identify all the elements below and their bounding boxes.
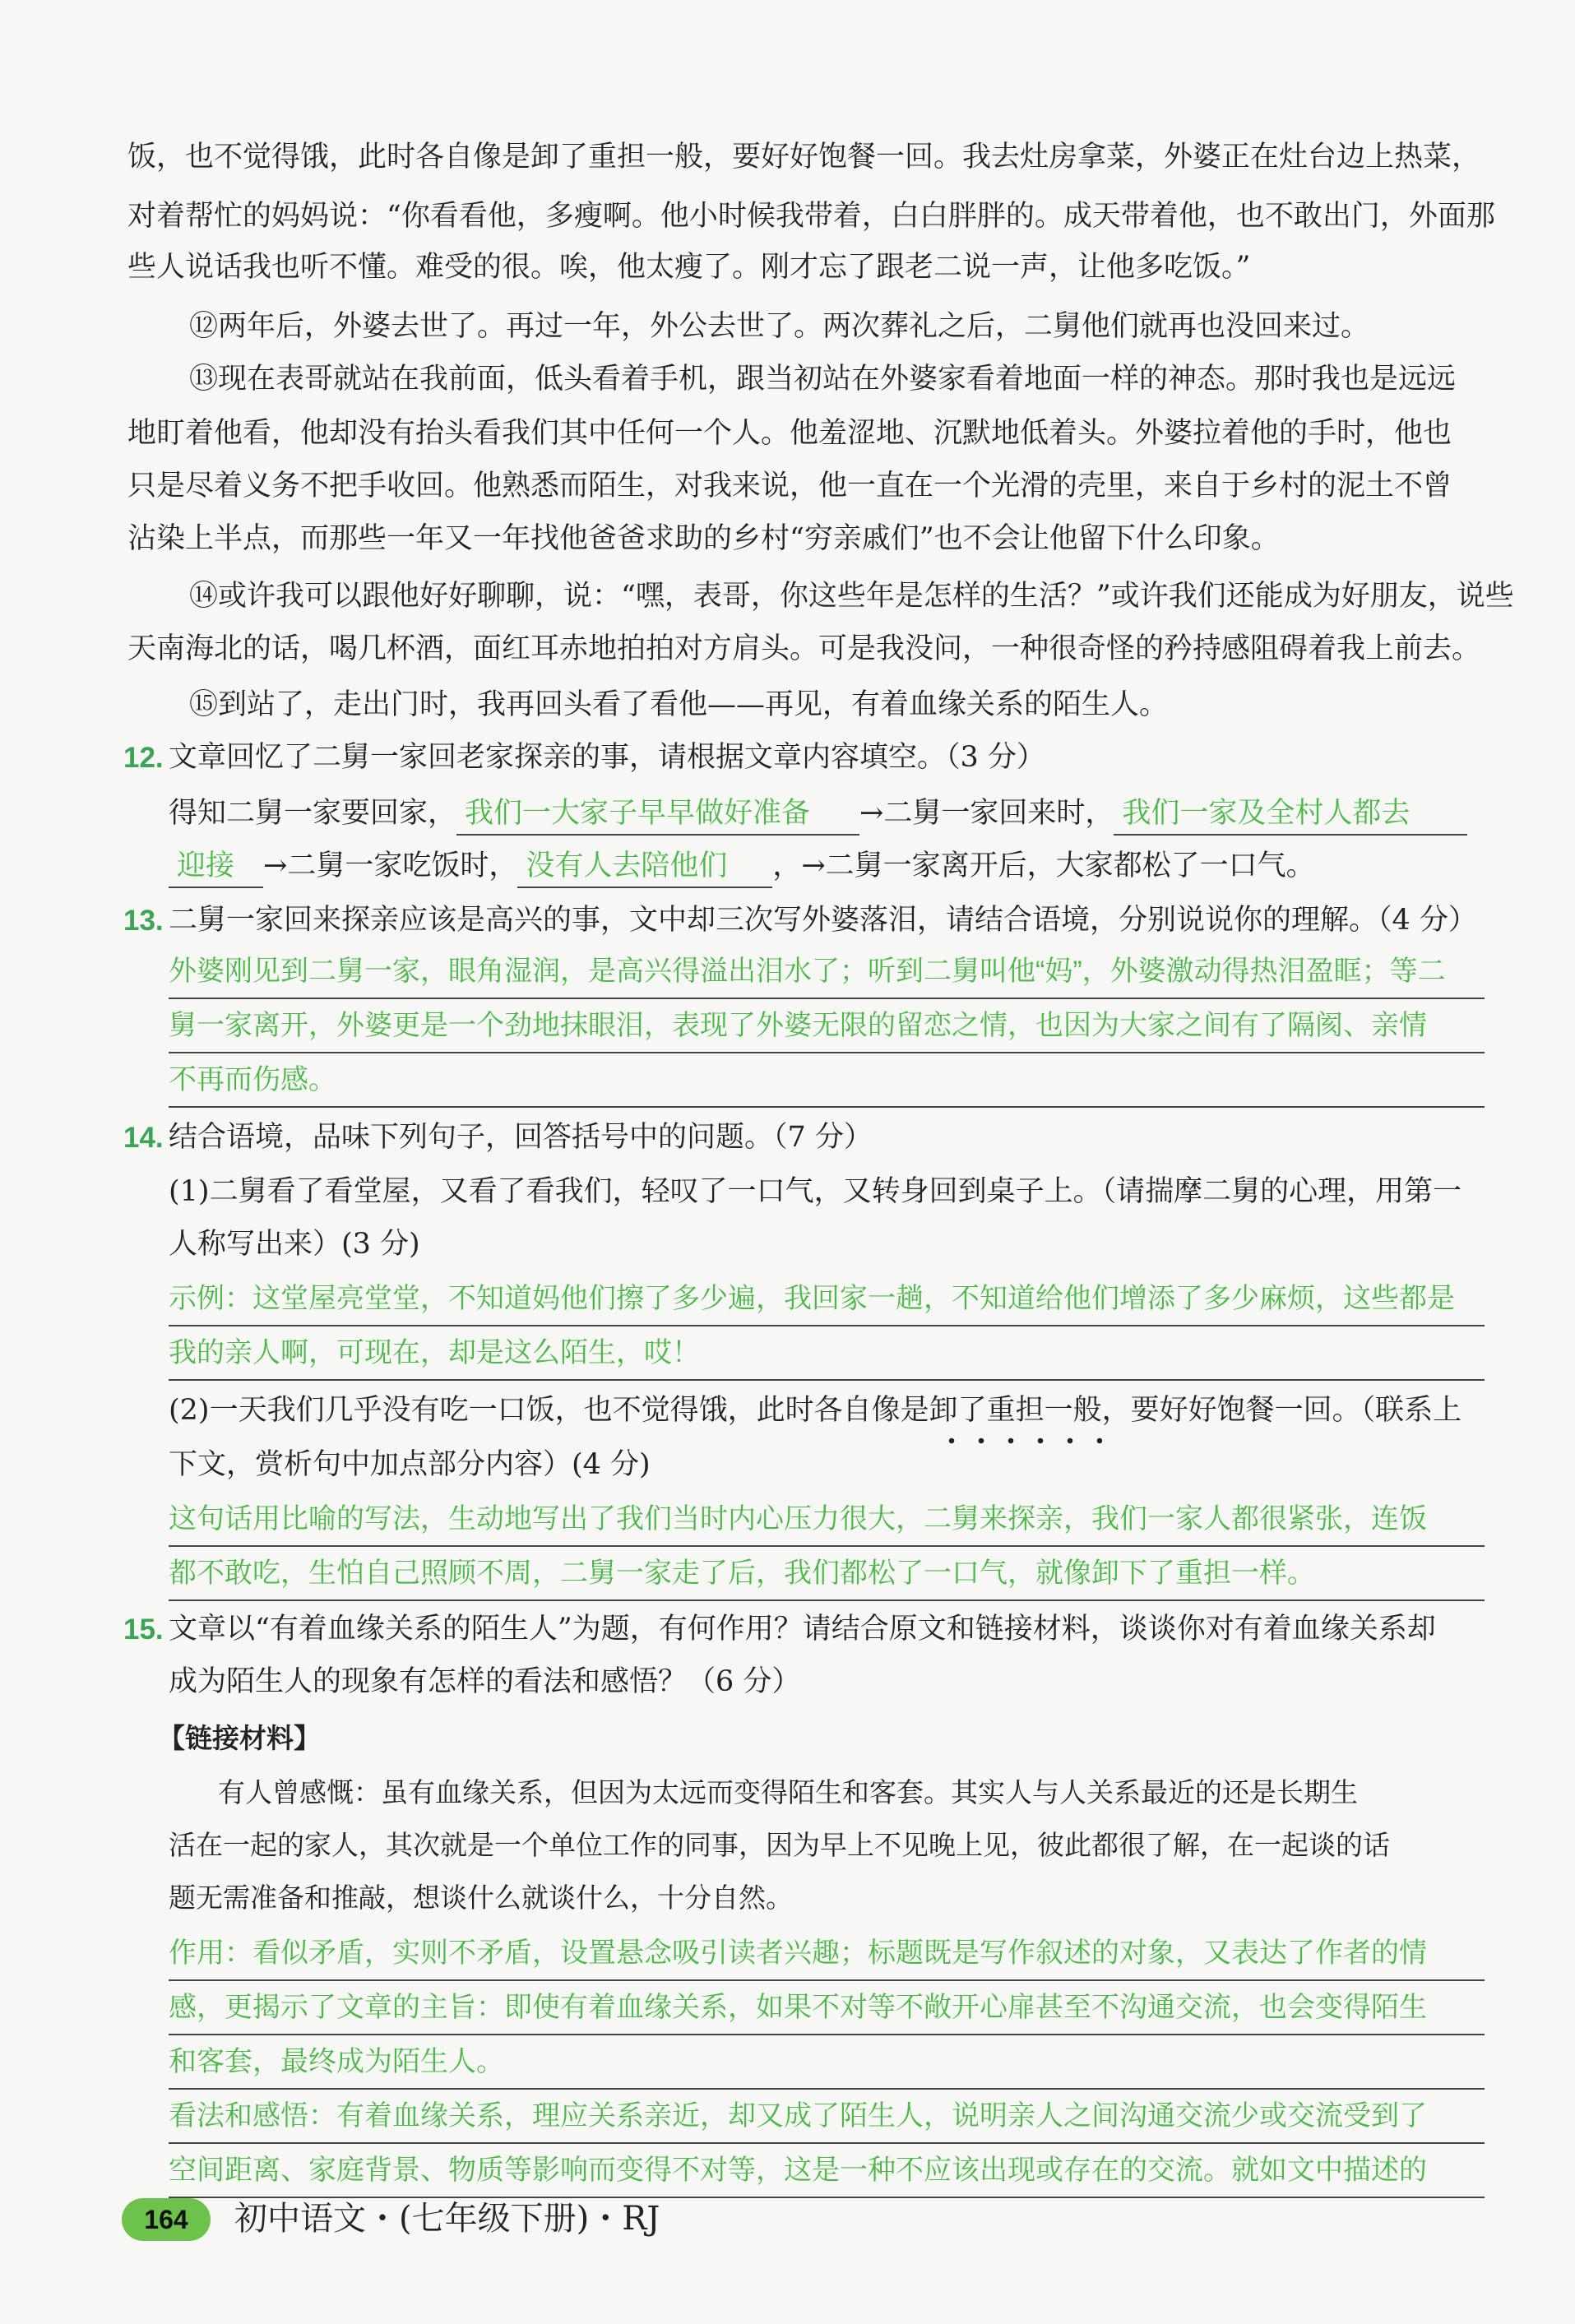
- passage-line: [127, 132, 1485, 183]
- question-text: 文章以“有着血缘关系的陌生人”为题，有何作用？请结合原文和链接材料，谈谈你对有着血缘关系却: [169, 1613, 1436, 1646]
- q15-answer-line: 空间距离、家庭背景、物质等影响而变得不对等，这是一种不应该出现或存在的交流。就如文中描述的: [169, 2145, 1485, 2198]
- passage-line: 对着帮忙的妈妈说：“你看看他，多瘦啊。他小时候我带着，白白胖胖的。成天带着他，也不敢出门，外面那: [127, 200, 1495, 233]
- question-14: [123, 1112, 1489, 1164]
- q14-text: (2)一天我们几乎没有吃一口饭，也不觉得饿，此时各自像是: [169, 1394, 929, 1427]
- q12-text: ，→二舅一家离开后，大家都松了一口气。: [772, 850, 1315, 882]
- q12-text: 得知二舅一家要回家，: [169, 797, 457, 830]
- question-number: 12.: [123, 742, 164, 774]
- q13-answer-line: 舅一家离开，外婆更是一个劲地抹眼泪，表现了外婆无限的留恋之情，也因为大家之间有了隔阂、亲情: [169, 1000, 1485, 1053]
- book-title: 初中语文・(七年级下册)・RJ: [234, 2200, 660, 2238]
- q12-answer-blank-2: 我们一家及全村人都去: [1114, 793, 1467, 836]
- q14-part2-prompt: 下文，赏析句中加点部分内容）(4 分): [169, 1448, 651, 1481]
- q14-part2-prompt: [169, 1385, 1462, 1437]
- q14-part1-answer-line: 我的亲人啊，可现在，却是这么陌生，哎！: [169, 1327, 1485, 1381]
- passage-paragraph-14: ⑭或许我可以跟他好好聊聊，说：“嘿，表哥，你这些年是怎样的生活？”或许我们还能成为好朋友，说些: [189, 580, 1514, 613]
- page-number-badge: 164: [122, 2198, 211, 2241]
- passage-line: 只是尽着义务不把手收回。他熟悉而陌生，对我来说，他一直在一个光滑的壳里，来自于乡村的泥土不曾: [127, 470, 1452, 502]
- q12-answer-blank-3: 没有人去陪他们: [517, 845, 772, 888]
- q14-part1-answer-line: 示例：这堂屋亮堂堂，不知道妈他们擦了多少遍，我回家一趟，不知道给他们增添了多少麻烦，这些都是: [169, 1273, 1485, 1326]
- q15-answer-line: 看法和感悟：有着血缘关系，理应关系亲近，却又成了陌生人，说明亲人之间沟通交流少或交流受到了: [169, 2090, 1485, 2144]
- passage-line: 沾染上半点，而那些一年又一年找他爸爸求助的乡村“穷亲戚们”也不会让他留下什么印象。: [127, 522, 1280, 555]
- q12-fill-line-2: [169, 840, 1315, 892]
- question-text: 结合语境，品味下列句子，回答括号中的问题。（7 分）: [169, 1121, 873, 1154]
- q14-part1-prompt: (1)二舅看了看堂屋，又看了看我们，轻叹了一口气，又转身回到桌子上。（请揣摩二舅的心理，用第一: [169, 1175, 1462, 1208]
- q12-text: →二舅一家吃饭时，: [263, 850, 518, 882]
- q15-answer-line: 和客套，最终成为陌生人。: [169, 2036, 1485, 2090]
- passage-text: 饭，也不觉得饿，此时各自像是卸了重担一般，要好好饱餐一回。我去灶房拿菜，外婆正在灶台边上热菜，: [127, 141, 1481, 174]
- question-13: [123, 895, 1489, 947]
- link-material-line: 活在一起的家人，其次就是一个单位工作的同事，因为早上不见晚上见，彼此都很了解，在一起谈的话: [169, 1829, 1390, 1861]
- passage-line: 天南海北的话，喝几杯酒，面红耳赤地拍拍对方肩头。可是我没问，一种很奇怪的矜持感阻碍着我上前去。: [127, 632, 1481, 665]
- question-text: 二舅一家回来探亲应该是高兴的事，文中却三次写外婆落泪，请结合语境，分别说说你的理解。（4 分）: [169, 904, 1477, 937]
- q13-answer-line: 外婆刚见到二舅一家，眼角湿润，是高兴得溢出泪水了；听到二舅叫他“妈”，外婆激动得热泪盈眶；等二: [169, 946, 1485, 999]
- question-15-text-cont: 成为陌生人的现象有怎样的看法和感悟？（6 分）: [169, 1665, 801, 1698]
- passage-paragraph-15: ⑮到站了，走出门时，我再回头看了看他——再见，有着血缘关系的陌生人。: [189, 688, 1169, 721]
- link-material-line: 题无需准备和推敲，想谈什么就谈什么，十分自然。: [169, 1882, 793, 1914]
- q12-answer-blank-1: 我们一大家子早早做好准备: [456, 793, 859, 836]
- emphasis-dotted-phrase: [929, 1394, 1102, 1427]
- q15-answer-line: 感，更揭示了文章的主旨：即使有着血缘关系，如果不对等不敞开心扉甚至不沟通交流，也会变得陌生: [169, 1982, 1485, 2035]
- q12-answer-blank-2-cont: 迎接: [169, 845, 263, 888]
- question-number: 14.: [123, 1122, 164, 1154]
- q14-text: ，要好好饱餐一回。（联系上: [1101, 1394, 1462, 1427]
- question-12: [123, 732, 1489, 785]
- question-number: 13.: [123, 905, 164, 937]
- passage-paragraph-12: ⑫两年后，外婆去世了。再过一年，外公去世了。两次葬礼之后，二舅他们就再也没回来过。: [189, 310, 1370, 343]
- link-material-line: 有人曾感慨：虽有血缘关系，但因为太远而变得陌生和客套。其实人与人关系最近的还是长期生: [218, 1776, 1358, 1808]
- q14-part2-answer-line: 都不敢吃，生怕自己照顾不周，二舅一家走了后，我们都松了一口气，就像卸下了重担一样。: [169, 1548, 1485, 1601]
- emphasis-dots: [929, 1437, 1102, 1445]
- q14-part1-prompt: 人称写出来）(3 分): [169, 1228, 420, 1261]
- emphasis-text: 卸了重担一般: [929, 1394, 1102, 1427]
- passage-line: 地盯着他看，他却没有抬头看我们其中任何一个人。他羞涩地、沉默地低着头。外婆拉着他的手时，他也: [127, 417, 1452, 450]
- link-material-title: 【链接材料】: [158, 1722, 321, 1754]
- q15-answer-line: 作用：看似矛盾，实则不矛盾，设置悬念吸引读者兴趣；标题既是写作叙述的对象，又表达了作者的情: [169, 1928, 1485, 1981]
- question-text: 文章回忆了二舅一家回老家探亲的事，请根据文章内容填空。（3 分）: [169, 741, 1045, 774]
- passage-paragraph-13: ⑬现在表哥就站在我前面，低头看着手机，跟当初站在外婆家看着地面一样的神态。那时我也是远远: [189, 363, 1457, 396]
- q12-fill-line-1: [169, 788, 1467, 840]
- q13-answer-line: 不再而伤感。: [169, 1054, 1485, 1108]
- q12-text: →二舅一家回来时，: [859, 797, 1114, 830]
- q14-part2-answer-line: 这句话用比喻的写法，生动地写出了我们当时内心压力很大，二舅来探亲，我们一家人都很紧张，连饭: [169, 1493, 1485, 1547]
- question-15: [123, 1604, 1489, 1656]
- question-number: 15.: [123, 1613, 164, 1646]
- passage-line: 些人说话我也听不懂。难受的很。唉，他太瘦了。刚才忘了跟老二说一声，让他多吃饭。”: [127, 251, 1251, 284]
